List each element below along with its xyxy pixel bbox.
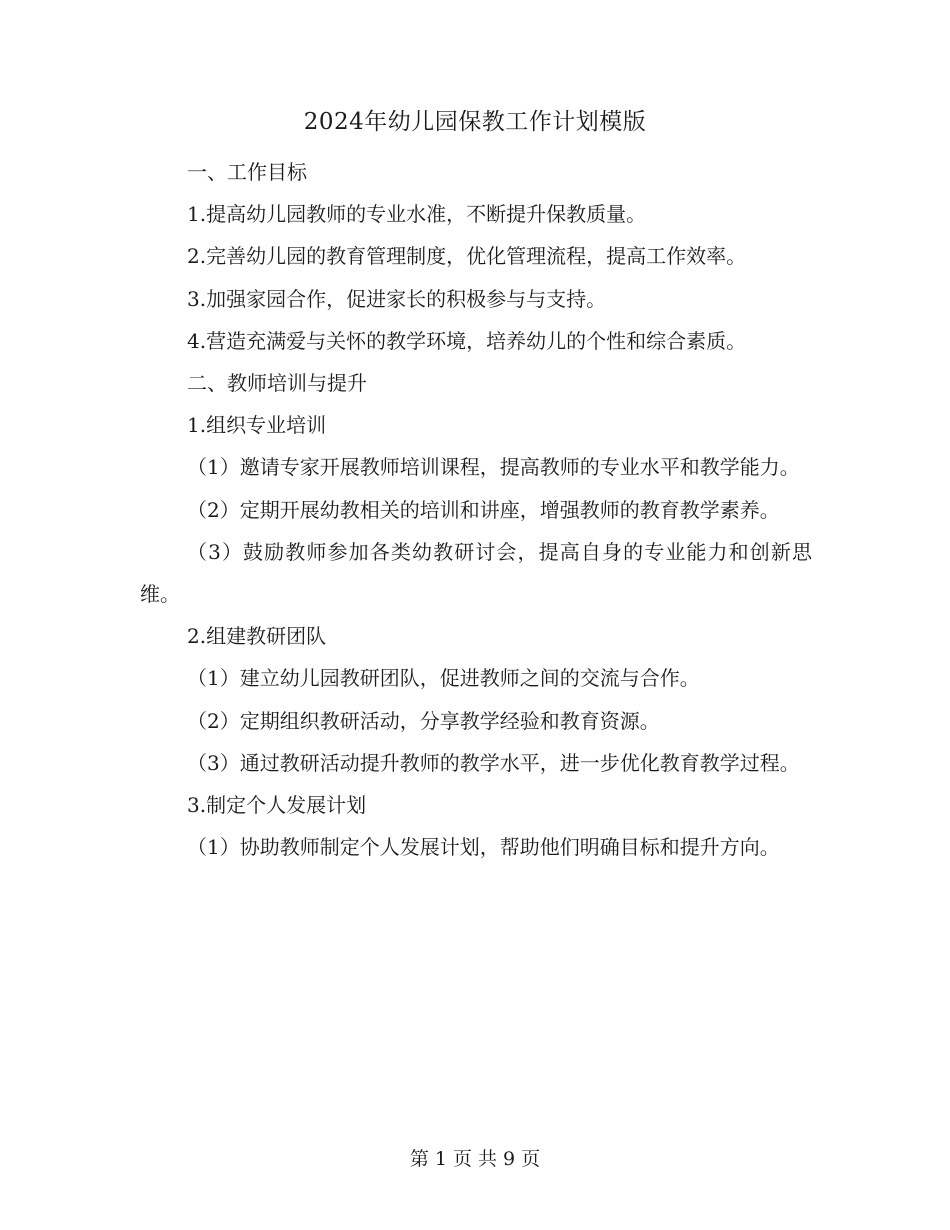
list-item: （1）建立幼儿园教研团队，促进教师之间的交流与合作。 bbox=[187, 666, 700, 691]
list-item: （3）通过教研活动提升教师的教学水平，进一步优化教育教学过程。 bbox=[187, 750, 800, 775]
subsection-heading: 2.组建教研团队 bbox=[187, 624, 327, 649]
list-item: （2）定期组织教研活动，分享教学经验和教育资源。 bbox=[187, 708, 660, 733]
list-item: （3）鼓励教师参加各类幼教研讨会，提高自身的专业能力和创新思维。 bbox=[140, 539, 812, 607]
section-heading: 二、教师培训与提升 bbox=[187, 371, 367, 396]
page-number-footer: 第 1 页 共 9 页 bbox=[409, 1148, 541, 1170]
document-title: 2024年幼儿园保教工作计划模版 bbox=[303, 109, 647, 135]
section-heading: 一、工作目标 bbox=[187, 160, 307, 184]
list-item: 1.提高幼儿园教师的专业水准，不断提升保教质量。 bbox=[187, 202, 647, 227]
document-body bbox=[140, 151, 812, 868]
list-item: （2）定期开展幼教相关的培训和讲座，增强教师的教育教学素养。 bbox=[187, 497, 780, 522]
list-item: （1）协助教师制定个人发展计划，帮助他们明确目标和提升方向。 bbox=[187, 835, 780, 860]
list-item: 2.完善幼儿园的教育管理制度，优化管理流程，提高工作效率。 bbox=[187, 244, 747, 269]
list-item: （1）邀请专家开展教师培训课程，提高教师的专业水平和教学能力。 bbox=[187, 455, 800, 480]
list-item: 4.营造充满爱与关怀的教学环境，培养幼儿的个性和综合素质。 bbox=[187, 328, 747, 353]
list-item: 3.加强家园合作，促进家长的积极参与与支持。 bbox=[187, 286, 607, 311]
subsection-heading: 3.制定个人发展计划 bbox=[187, 793, 367, 818]
subsection-heading: 1.组织专业培训 bbox=[187, 413, 327, 438]
